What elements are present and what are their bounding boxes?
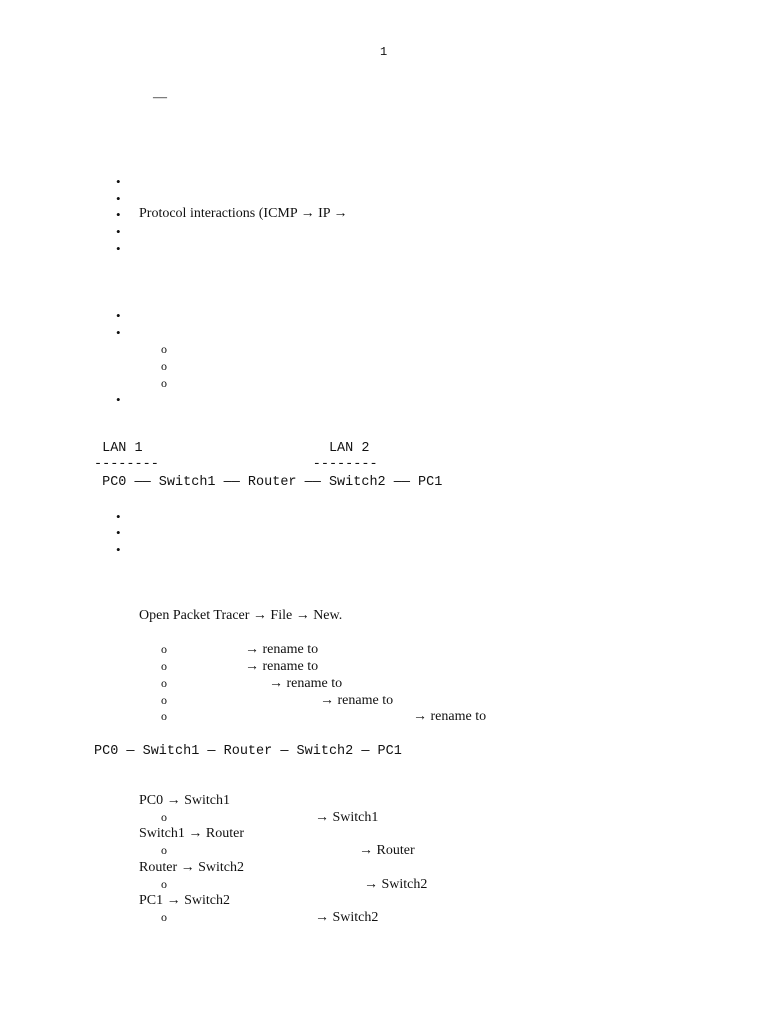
bullet: • xyxy=(116,207,121,222)
rename-item: → rename to xyxy=(245,642,319,657)
sub-bullet: o xyxy=(161,910,167,924)
sub-bullet: o xyxy=(161,376,167,390)
bullet: • xyxy=(116,325,121,340)
list-item-protocol-interactions: Protocol interactions (ICMP → IP → xyxy=(139,206,348,221)
sub-bullet: o xyxy=(161,359,167,373)
bullet: • xyxy=(116,191,121,206)
topology-devices-line: PC0 —— Switch1 —— Router —— Switch2 —— PC1 xyxy=(94,475,443,490)
bullet: • xyxy=(116,542,121,557)
bullet: • xyxy=(116,174,121,189)
page-number: 1 xyxy=(380,45,388,59)
bullet: • xyxy=(116,308,121,323)
step-open-packet-tracer: Open Packet Tracer → File → New. xyxy=(139,608,343,623)
connection-detail: → Switch2 xyxy=(315,910,379,925)
sub-bullet: o xyxy=(161,709,167,723)
sub-bullet: o xyxy=(161,810,167,824)
sub-bullet: o xyxy=(161,342,167,356)
sub-bullet: o xyxy=(161,693,167,707)
connection-detail: → Switch1 xyxy=(315,810,379,825)
connection-title: Router → Switch2 xyxy=(139,860,244,875)
topology-labels-line: LAN 1 LAN 2 xyxy=(94,441,370,456)
connection-detail: → Router xyxy=(359,843,415,858)
connection-title: PC1 → Switch2 xyxy=(139,893,231,908)
sub-bullet: o xyxy=(161,676,167,690)
rename-item: → rename to xyxy=(245,659,319,674)
sub-bullet: o xyxy=(161,642,167,656)
bullet: • xyxy=(116,392,121,407)
heading-dash: — xyxy=(153,90,167,105)
connection-title: PC0 → Switch1 xyxy=(139,793,231,808)
connection-title: Switch1 → Router xyxy=(139,826,244,841)
bullet: • xyxy=(116,525,121,540)
sub-bullet: o xyxy=(161,659,167,673)
connection-detail: → Switch2 xyxy=(364,877,428,892)
rename-item: → rename to xyxy=(320,693,394,708)
rename-item: → rename to xyxy=(269,676,343,691)
sub-bullet: o xyxy=(161,877,167,891)
bullet: • xyxy=(116,509,121,524)
sub-bullet: o xyxy=(161,843,167,857)
topology-underline-line: -------- -------- xyxy=(94,457,378,472)
bullet: • xyxy=(116,241,121,256)
rename-item: → rename to xyxy=(413,709,487,724)
bullet: • xyxy=(116,224,121,239)
topology-line: PC0 — Switch1 — Router — Switch2 — PC1 xyxy=(94,744,402,759)
